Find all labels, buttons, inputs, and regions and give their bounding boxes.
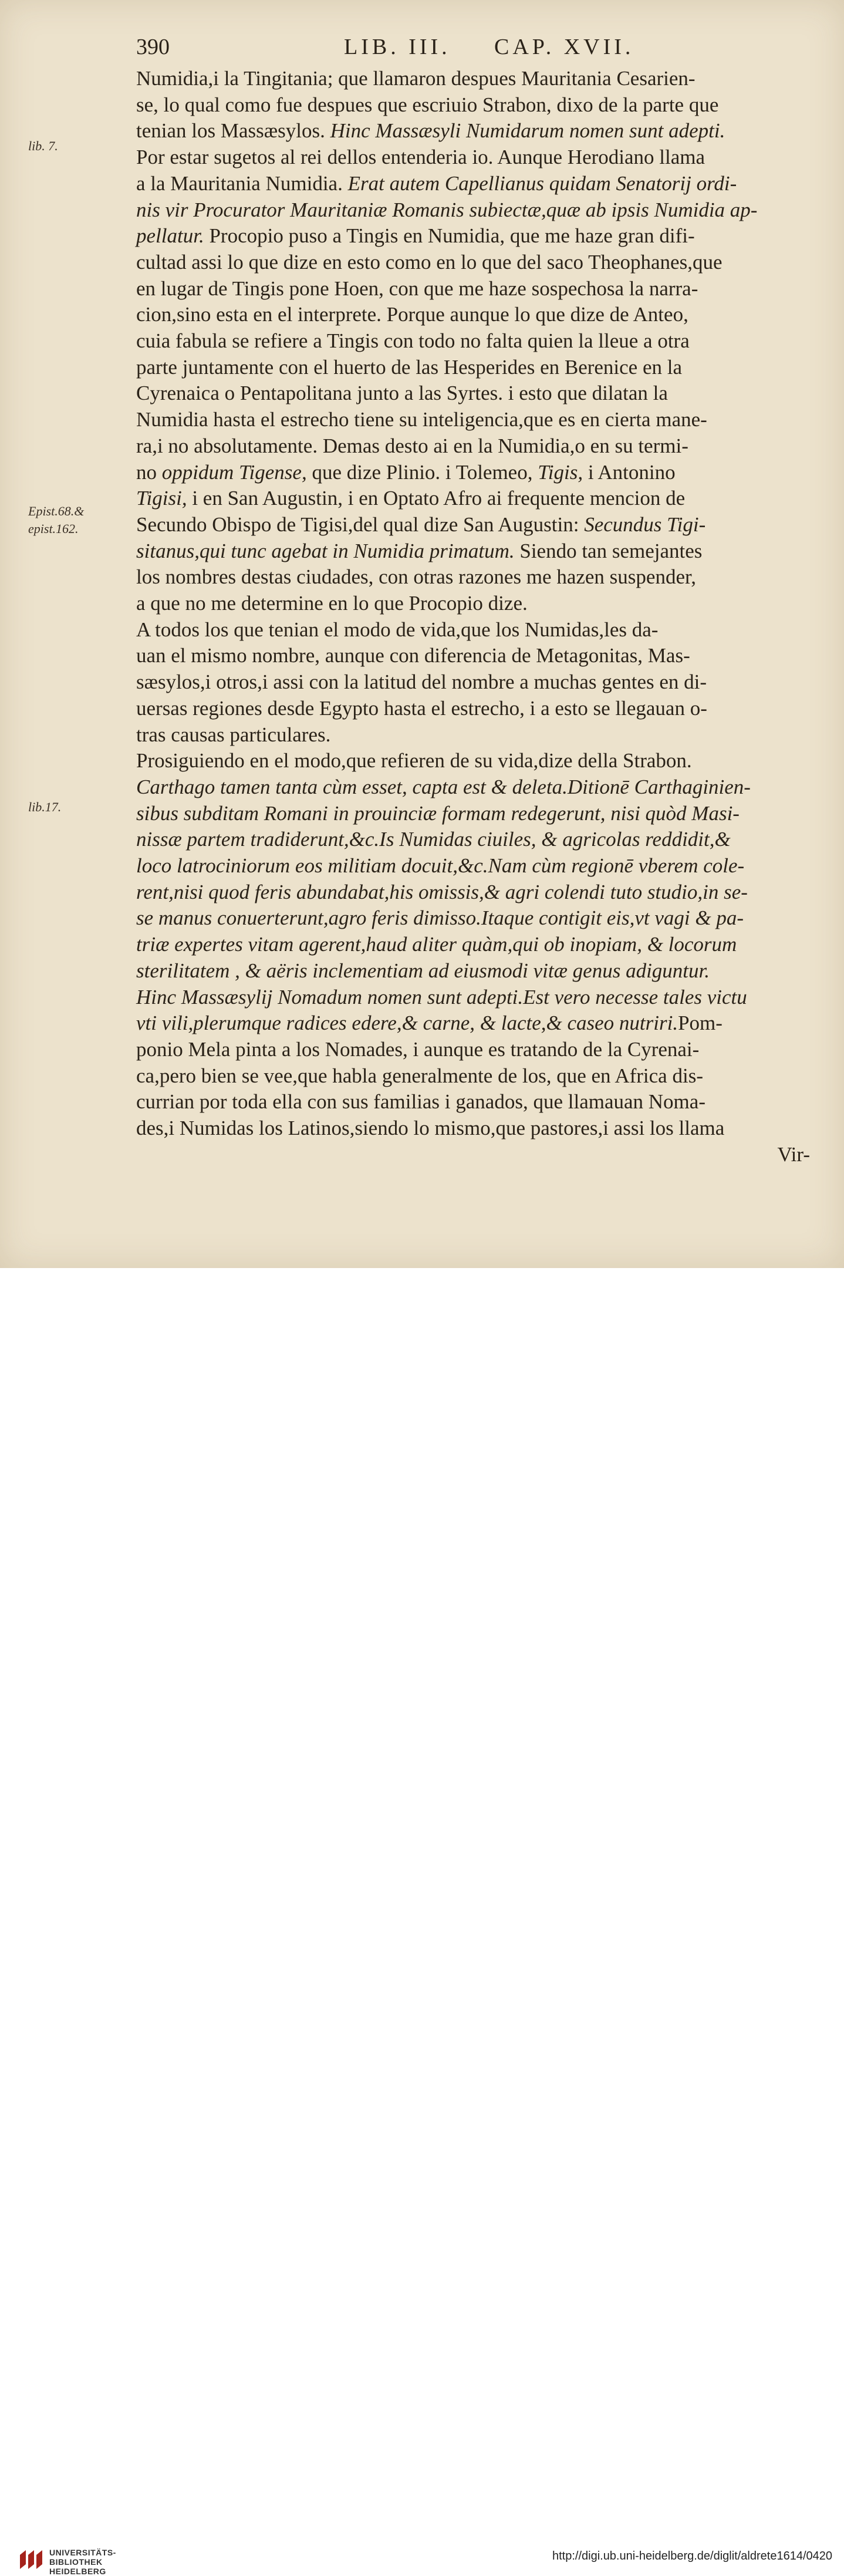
text-line	[136, 879, 817, 905]
latin-quote-text: pellatur.	[136, 224, 204, 248]
text-line	[136, 144, 817, 170]
text-line	[136, 538, 817, 564]
text-run: parte juntamente con el huerto de las Hesperides en Berenice en la	[136, 355, 683, 379]
permalink-url[interactable]: http://digi.ub.uni-heidelberg.de/diglit/aldrete1614/0420	[552, 2550, 832, 2562]
latin-quote-text: Hinc Massæsyli Numidarum nomen sunt adepti.	[330, 119, 725, 143]
latin-quote-text: sitanus,qui tunc agebat in Numidia primatum.	[136, 539, 515, 562]
latin-quote-text: oppidum Tigense,	[161, 460, 307, 484]
latin-quote-text: rent,nisi quod feris abundabat,his omissis,& agri colendi tuto studio,in se-	[136, 880, 748, 903]
text-run: Cyrenaica o Pentapolitana junto a las Syrtes. i esto que dilatan la	[136, 382, 668, 405]
text-line	[136, 827, 817, 852]
text-run: Procopio puso a Tingis en Numidia, que me haze gran difi-	[204, 224, 695, 248]
text-line	[136, 1063, 817, 1089]
text-run: A todos los que tenian el modo de vida,que los Numidas,les da-	[136, 618, 659, 641]
text-line	[136, 853, 817, 879]
text-line	[136, 460, 817, 485]
margin-note: lib.17.	[28, 800, 62, 814]
library-name-line: BIBLIOTHEK	[49, 2557, 103, 2567]
latin-quote-text: loco latrociniorum eos militiam docuit,&c.Nam cùm regionē vberem cole-	[136, 854, 745, 877]
text-run: ponio Mela pinta a los Nomades, i aunque es tratando de la Cyrenai-	[136, 1037, 700, 1061]
text-run: Numidia hasta el estrecho tiene su inteligencia,que es en cierta mane-	[136, 408, 707, 431]
text-run: Prosiguiendo en el modo,que refieren de su vida,dize della Strabon.	[136, 749, 692, 773]
latin-quote-text: nissæ partem tradiderunt,&c.Is Numidas ciuiles, & agricolas reddidit,&	[136, 828, 731, 851]
text-run: cultad assi lo que dize en esto como en lo que del saco Theophanes,que	[136, 250, 723, 274]
text-line	[136, 118, 817, 144]
text-line	[136, 92, 817, 118]
latin-quote-text: sterilitatem , & aëris inclementiam ad eiusmodi vitæ genus adiguntur.	[136, 959, 710, 982]
text-line	[136, 328, 817, 354]
text-run: no	[136, 460, 162, 484]
text-line	[136, 223, 817, 249]
text-line	[136, 1037, 817, 1063]
text-line	[136, 932, 817, 957]
page-number: 390	[136, 35, 170, 59]
latin-quote-text: triæ expertes vitam agerent,haud aliter quàm,qui ob inopiam, & locorum	[136, 933, 737, 956]
text-run: que dize Plinio. i Tolemeo,	[306, 460, 538, 484]
text-run: Vir-	[777, 1142, 810, 1166]
text-run: Por estar sugetos al rei dellos entenderia io. Aunque Herodiano llama	[136, 146, 705, 169]
text-line	[136, 617, 817, 643]
text-run: los nombres destas ciudades, con otras razones me hazen suspender,	[136, 565, 696, 589]
running-head-chapter: CAP. XVII.	[494, 35, 634, 59]
text-run: Secundo Obispo de Tigisi,del qual dize San Augustin:	[136, 512, 585, 536]
text-line	[136, 1115, 817, 1141]
footer-bar	[0, 1268, 844, 2576]
text-line	[136, 722, 817, 748]
text-line	[136, 197, 817, 223]
text-line	[136, 485, 817, 511]
text-run: i en San Augustin, i en Optato Afro ai frequente mencion de	[187, 487, 686, 510]
text-line	[136, 669, 817, 695]
latin-quote-text: Erat autem Capellianus quidam Senatorij ordi-	[347, 171, 737, 195]
text-line	[136, 564, 817, 590]
text-line	[136, 591, 817, 616]
text-line	[136, 1010, 817, 1036]
running-head-book: LIB. III.	[344, 35, 451, 59]
margin-note: Epist.68.&	[28, 504, 85, 518]
text-run: uersas regiones desde Egypto hasta el estrecho, i a esto se llegauan o-	[136, 696, 707, 720]
library-name-line: HEIDELBERG	[49, 2567, 106, 2576]
text-line	[136, 774, 817, 800]
text-run: a que no me determine en lo que Procopio dize.	[136, 592, 528, 615]
text-line	[136, 643, 817, 669]
library-name-line: UNIVERSITÄTS-	[49, 2548, 116, 2557]
text-line	[136, 696, 817, 721]
text-line	[136, 958, 817, 984]
latin-quote-text: se manus conuerterunt,agro feris dimisso.Itaque contigit eis,vt vagi & pa-	[136, 906, 744, 930]
text-run: Numidia,i la Tingitania; que llamaron despues Mauritania Cesarien-	[136, 67, 696, 90]
text-run: cion,sino esta en el interprete. Porque aunque lo que dize de Anteo,	[136, 303, 688, 326]
text-line	[136, 407, 817, 433]
text-run: ca,pero bien se vee,que habla generalmente de los, que en Africa dis-	[136, 1064, 703, 1087]
text-line	[136, 905, 817, 931]
text-run: tras causas particulares.	[136, 723, 331, 746]
text-line	[136, 984, 817, 1010]
text-run: currian por toda ella con sus familias i ganados, que llamauan Noma-	[136, 1090, 705, 1114]
text-line	[136, 512, 817, 538]
text-run: des,i Numidas los Latinos,siendo lo mismo,que pastores,i assi los llama	[136, 1117, 725, 1139]
latin-quote-text: sibus subditam Romani in prouinciæ formam redegerunt, nisi quòd Masi-	[136, 801, 740, 825]
text-run: Siendo tan semejantes	[514, 539, 703, 562]
text-run: i Antonino	[583, 460, 676, 484]
text-line	[136, 748, 817, 774]
text-run: a la Mauritania Numidia.	[136, 171, 348, 195]
text-run: en lugar de Tingis pone Hoen, con que me haze sospechosa la narra-	[136, 277, 698, 300]
text-run: uan el mismo nombre, aunque con diferencia de Metagonitas, Mas-	[136, 644, 690, 667]
text-line	[136, 276, 817, 302]
latin-quote-text: nis vir Procurator Mauritaniæ Romanis subiectæ,quæ ab ipsis Numidia ap-	[136, 198, 758, 221]
text-run: ra,i no absolutamente. Demas desto ai en la Numidia,o en su termi-	[136, 434, 688, 457]
text-line	[136, 66, 817, 92]
margin-note: epist.162.	[28, 521, 79, 536]
text-line	[136, 249, 817, 275]
text-line	[136, 801, 817, 827]
latin-quote-text: Secundus Tigi-	[584, 512, 706, 536]
latin-quote-text: Hinc Massæsylij Nomadum nomen sunt adepti.Est vero necesse tales victu	[136, 985, 747, 1009]
text-line	[777, 1142, 810, 1168]
text-line	[136, 355, 817, 380]
text-line	[136, 302, 817, 328]
library-logo-icon	[18, 2547, 43, 2571]
margin-note: lib. 7.	[28, 139, 58, 153]
text-line	[136, 380, 817, 406]
text-run: tenian los Massæsylos.	[136, 119, 330, 143]
text-line	[136, 433, 817, 459]
text-run: cuia fabula se refiere a Tingis con todo no falta quien la lleue a otra	[136, 329, 690, 352]
book-page-scan	[0, 0, 844, 1268]
latin-quote-text: vti vili,plerumque radices edere,& carne, & lacte,& caseo nutriri.	[136, 1011, 678, 1035]
latin-quote-text: Carthago tamen tanta cùm esset, capta est & deleta.Ditionē Carthaginien-	[136, 775, 751, 798]
text-line	[136, 171, 817, 197]
text-run: Pom-	[678, 1011, 723, 1035]
text-run: sæsylos,i otros,i assi con la latitud del nombre a muchas gentes en di-	[136, 670, 707, 694]
text-line	[136, 1089, 817, 1115]
text-run: se, lo qual como fue despues que escriuio Strabon, dixo de la parte que	[136, 93, 719, 116]
latin-quote-text: Tigisi,	[136, 487, 187, 510]
latin-quote-text: Tigis,	[538, 460, 583, 484]
